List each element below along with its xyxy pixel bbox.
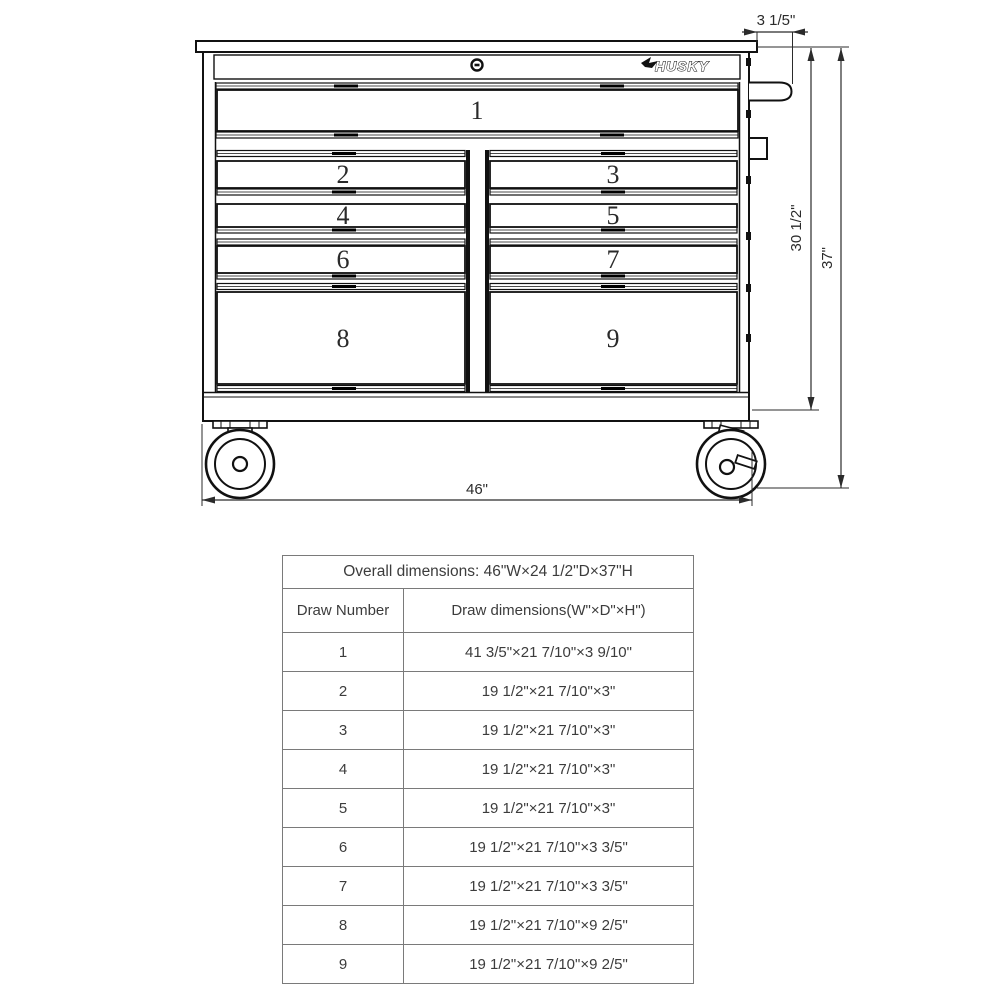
handle-depth-label: 3 1/5": [756, 12, 796, 29]
column-header-draw-dimensions: Draw dimensions(W"×D"×H"): [404, 589, 694, 633]
draw-number-cell: 8: [283, 906, 404, 945]
body-height-label: 30 1/2": [788, 204, 805, 252]
drawer-4-label: 4: [336, 201, 350, 230]
cabinet-lid: [196, 41, 757, 52]
draw-number-cell: 6: [283, 828, 404, 867]
table-row: [283, 828, 694, 867]
drawer-3-label: 3: [606, 160, 620, 189]
draw-number-cell: 4: [283, 750, 404, 789]
draw-number-cell: 9: [283, 945, 404, 984]
caster-wheel-left: [206, 421, 274, 498]
drawer-6-label: 6: [336, 245, 350, 274]
overall-height-label: 37": [819, 246, 836, 270]
draw-number-cell: 5: [283, 789, 404, 828]
table-row: [283, 711, 694, 750]
draw-dimensions-cell: 19 1/2"×21 7/10"×3 3/5": [404, 867, 694, 906]
table-row: [283, 867, 694, 906]
drawer-7-label: 7: [606, 245, 620, 274]
draw-number-cell: 7: [283, 867, 404, 906]
table-row: [283, 906, 694, 945]
table-row: [283, 672, 694, 711]
draw-number-cell: 3: [283, 711, 404, 750]
draw-dimensions-cell: 19 1/2"×21 7/10"×3": [404, 711, 694, 750]
spec-table: [282, 555, 694, 984]
side-handle: [749, 83, 792, 101]
drawer-2-label: 2: [336, 160, 350, 189]
drawer-5-label: 5: [606, 201, 620, 230]
draw-dimensions-cell: 19 1/2"×21 7/10"×3": [404, 789, 694, 828]
draw-number-cell: 2: [283, 672, 404, 711]
column-header-draw-number: Draw Number: [283, 589, 404, 633]
dimension-overall-width: [202, 424, 752, 506]
side-bracket: [749, 138, 767, 159]
caster-wheel-right: [697, 421, 765, 498]
overall-dimensions-header: Overall dimensions: 46"W×24 1/2"D×37"H: [283, 556, 694, 589]
brand-text: HUSKY: [655, 58, 710, 74]
table-row: [283, 633, 694, 672]
draw-dimensions-cell: 19 1/2"×21 7/10"×3": [404, 750, 694, 789]
draw-dimensions-cell: 19 1/2"×21 7/10"×9 2/5": [404, 906, 694, 945]
draw-dimensions-cell: 19 1/2"×21 7/10"×3": [404, 672, 694, 711]
draw-dimensions-cell: 19 1/2"×21 7/10"×3 3/5": [404, 828, 694, 867]
table-row: [283, 789, 694, 828]
dimension-body-height: [752, 48, 819, 410]
drawer-9-label: 9: [606, 324, 620, 353]
draw-number-cell: 1: [283, 633, 404, 672]
table-row: [283, 945, 694, 984]
draw-dimensions-cell: 41 3/5"×21 7/10"×3 9/10": [404, 633, 694, 672]
dimension-overall-height: [757, 48, 849, 488]
drawer-8-label: 8: [336, 324, 350, 353]
table-row: [283, 750, 694, 789]
drawer-1-label: 1: [470, 96, 484, 125]
draw-dimensions-cell: 19 1/2"×21 7/10"×9 2/5": [404, 945, 694, 984]
lock-icon: [472, 60, 483, 71]
overall-width-label: 46": [465, 481, 489, 498]
